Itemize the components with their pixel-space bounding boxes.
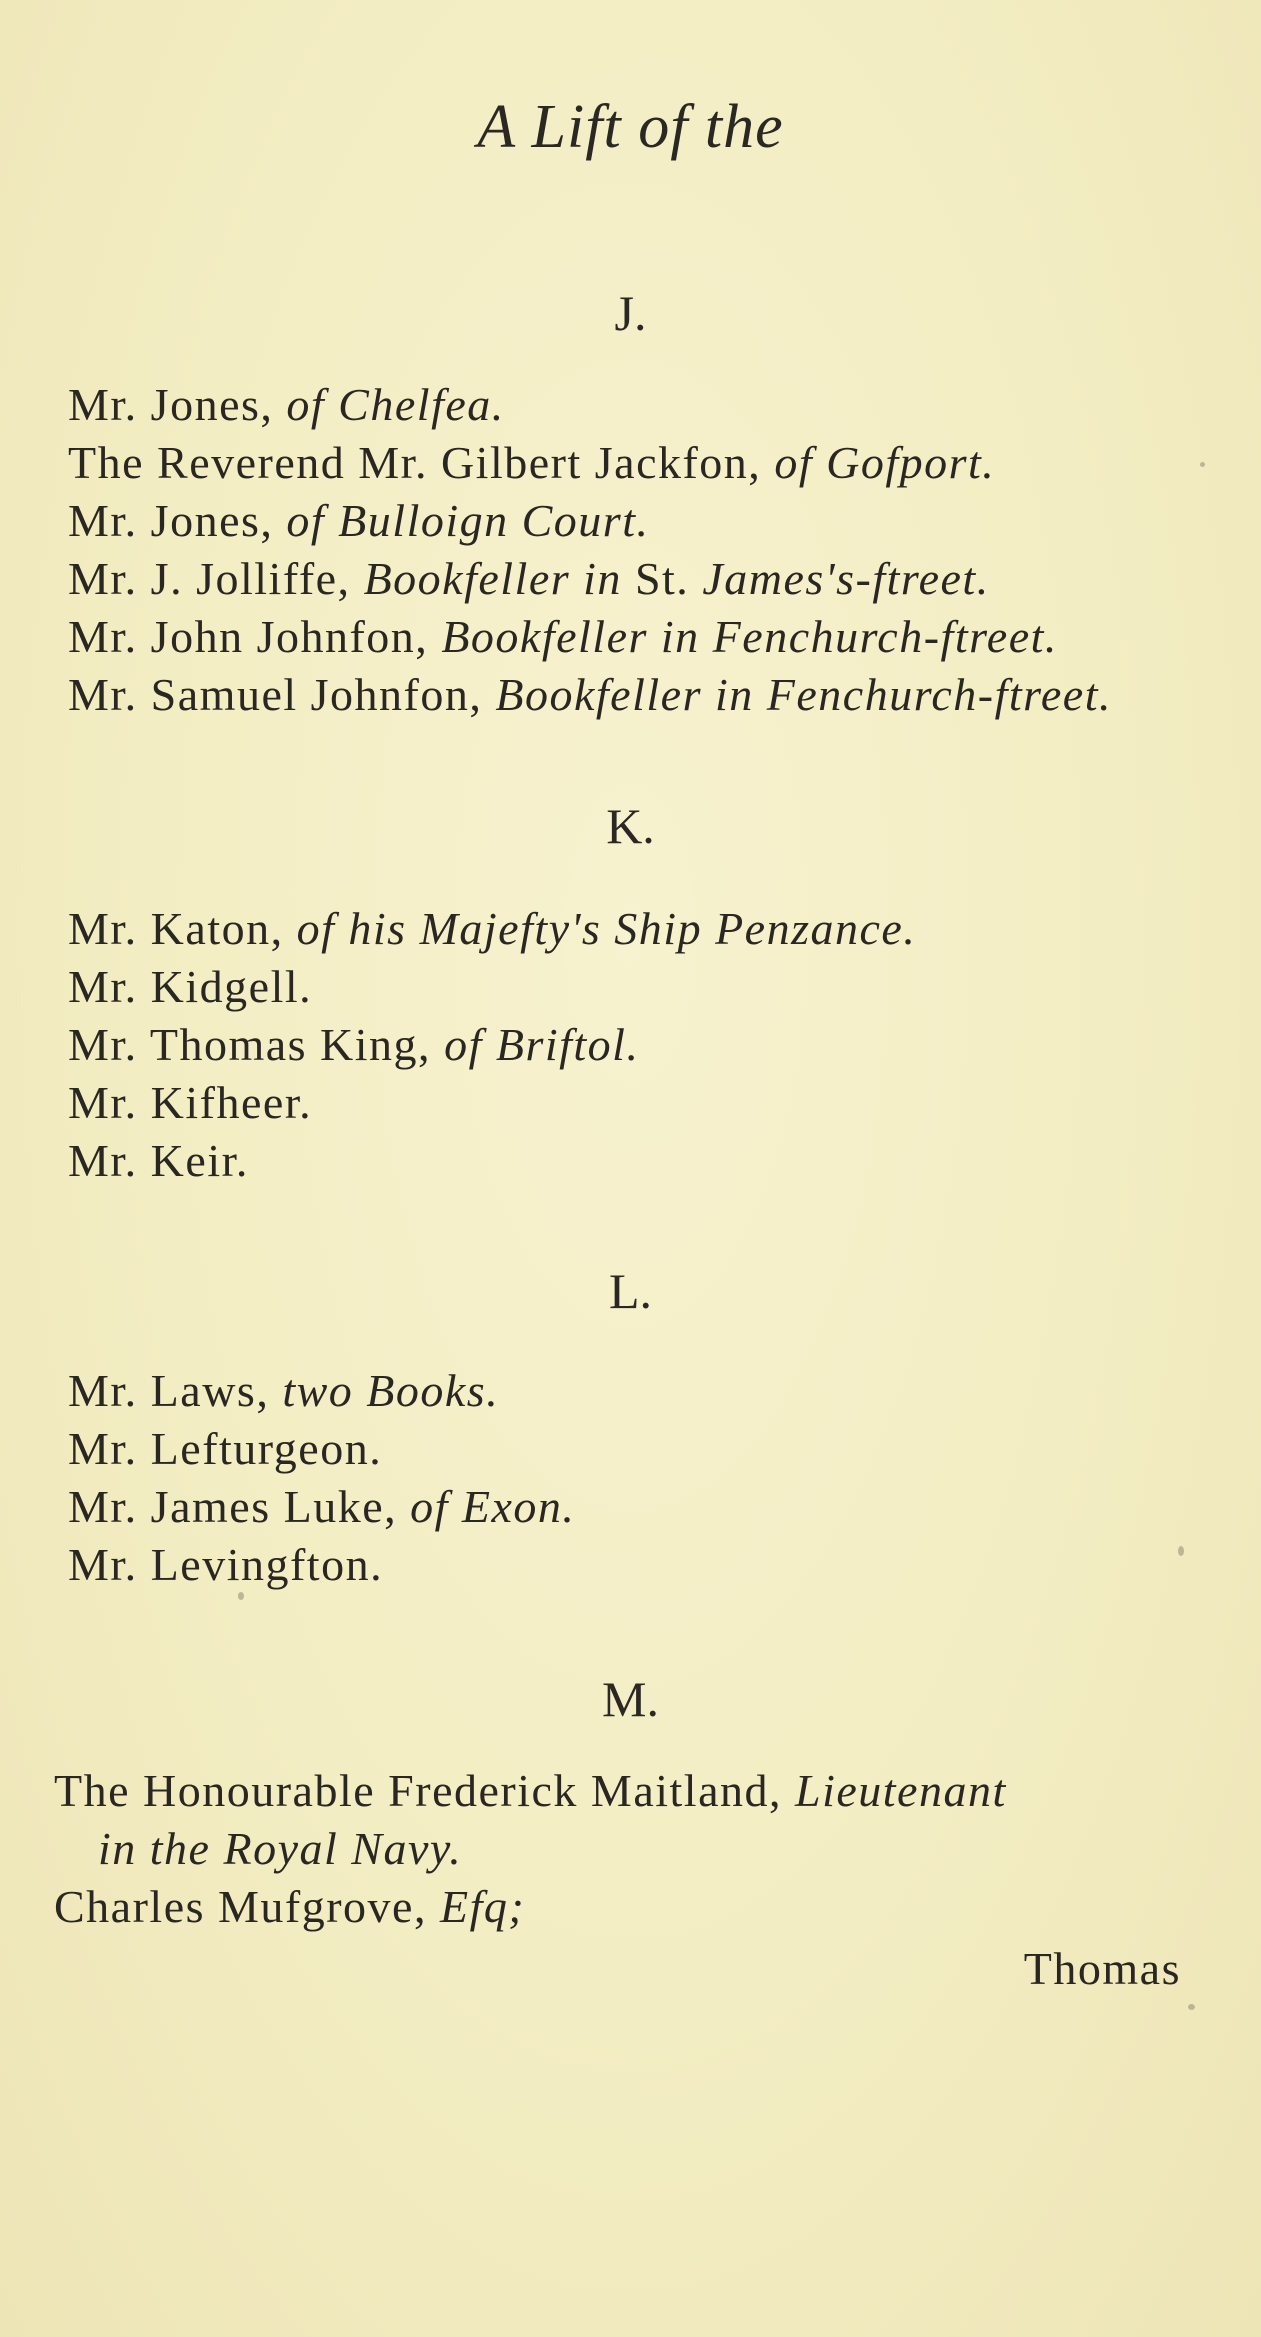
entry-detail: of Chelfea. (286, 379, 505, 430)
paper-speck (238, 1592, 244, 1600)
paper-speck (1188, 2004, 1195, 2010)
entry-detail: in the Royal Navy. (98, 1823, 463, 1874)
entry-name: Mr. Katon, (68, 903, 297, 954)
entry-detail: of Bulloign Court. (286, 495, 650, 546)
entry-name: The Reverend Mr. Gilbert Jackfon, (68, 437, 775, 488)
entry-name: Mr. Kidgell. (68, 961, 313, 1012)
section-letter-l: L. (608, 1263, 653, 1319)
list-entry (68, 1076, 312, 1130)
entry-name: Mr. Kifheer. (68, 1077, 313, 1128)
section-letter-m: M. (602, 1671, 659, 1727)
list-entry (68, 610, 1058, 664)
entry-name: Charles Mufgrove, (54, 1881, 440, 1932)
entry-detail: Lieutenant (795, 1765, 1007, 1816)
entry-name: Mr. Lefturgeon. (68, 1423, 383, 1474)
list-entry (68, 552, 990, 606)
section-letter-k: K. (606, 798, 655, 854)
list-entry (68, 1134, 249, 1188)
list-entry-continuation (98, 1822, 462, 1876)
entry-name: Mr. J. Jolliffe, (68, 553, 364, 604)
entry-name: Mr. Levingfton. (68, 1539, 384, 1590)
entry-detail: Bookfeller in (363, 553, 622, 604)
list-entry (68, 668, 1112, 722)
entry-detail: two Books. (282, 1365, 500, 1416)
paper-speck (1200, 462, 1205, 467)
entry-detail: of Briftol. (444, 1019, 640, 1070)
list-entry (68, 494, 650, 548)
section-letter-j: J. (614, 285, 647, 341)
running-head: A Lift of the (477, 93, 784, 161)
list-entry (68, 1422, 382, 1476)
entry-detail: Efq; (439, 1881, 526, 1932)
list-entry (54, 1764, 1007, 1818)
entry-name: Mr. Laws, (68, 1365, 283, 1416)
list-entry (68, 378, 505, 432)
entry-detail-roman: St. (621, 553, 703, 604)
entry-name: Mr. Jones, (68, 379, 287, 430)
list-entry (68, 1018, 639, 1072)
entry-name: Mr. Keir. (68, 1135, 249, 1186)
entry-detail: Bookfeller in Fenchurch-ftreet. (441, 611, 1058, 662)
entry-detail: Bookfeller in Fenchurch-ftreet. (495, 669, 1112, 720)
list-entry (68, 436, 995, 490)
list-entry (68, 960, 312, 1014)
entry-detail: of Gofport. (774, 437, 996, 488)
list-entry (54, 1880, 525, 1934)
list-entry (68, 1364, 499, 1418)
paper-speck (1178, 1546, 1184, 1556)
list-entry (68, 902, 916, 956)
entry-detail: of Exon. (410, 1481, 576, 1532)
catchword: Thomas (1023, 1943, 1181, 1994)
list-entry (68, 1480, 575, 1534)
entry-detail: James's-ftreet. (702, 553, 990, 604)
entry-name: Mr. John Johnfon, (68, 611, 442, 662)
list-entry (68, 1538, 383, 1592)
entry-detail: of his Majefty's Ship Penzance. (296, 903, 917, 954)
entry-name: The Honourable Frederick Maitland, (54, 1765, 795, 1816)
entry-name: Mr. James Luke, (68, 1481, 411, 1532)
entry-name: Mr. Jones, (68, 495, 287, 546)
entry-name: Mr. Samuel Johnfon, (68, 669, 496, 720)
entry-name: Mr. Thomas King, (68, 1019, 445, 1070)
